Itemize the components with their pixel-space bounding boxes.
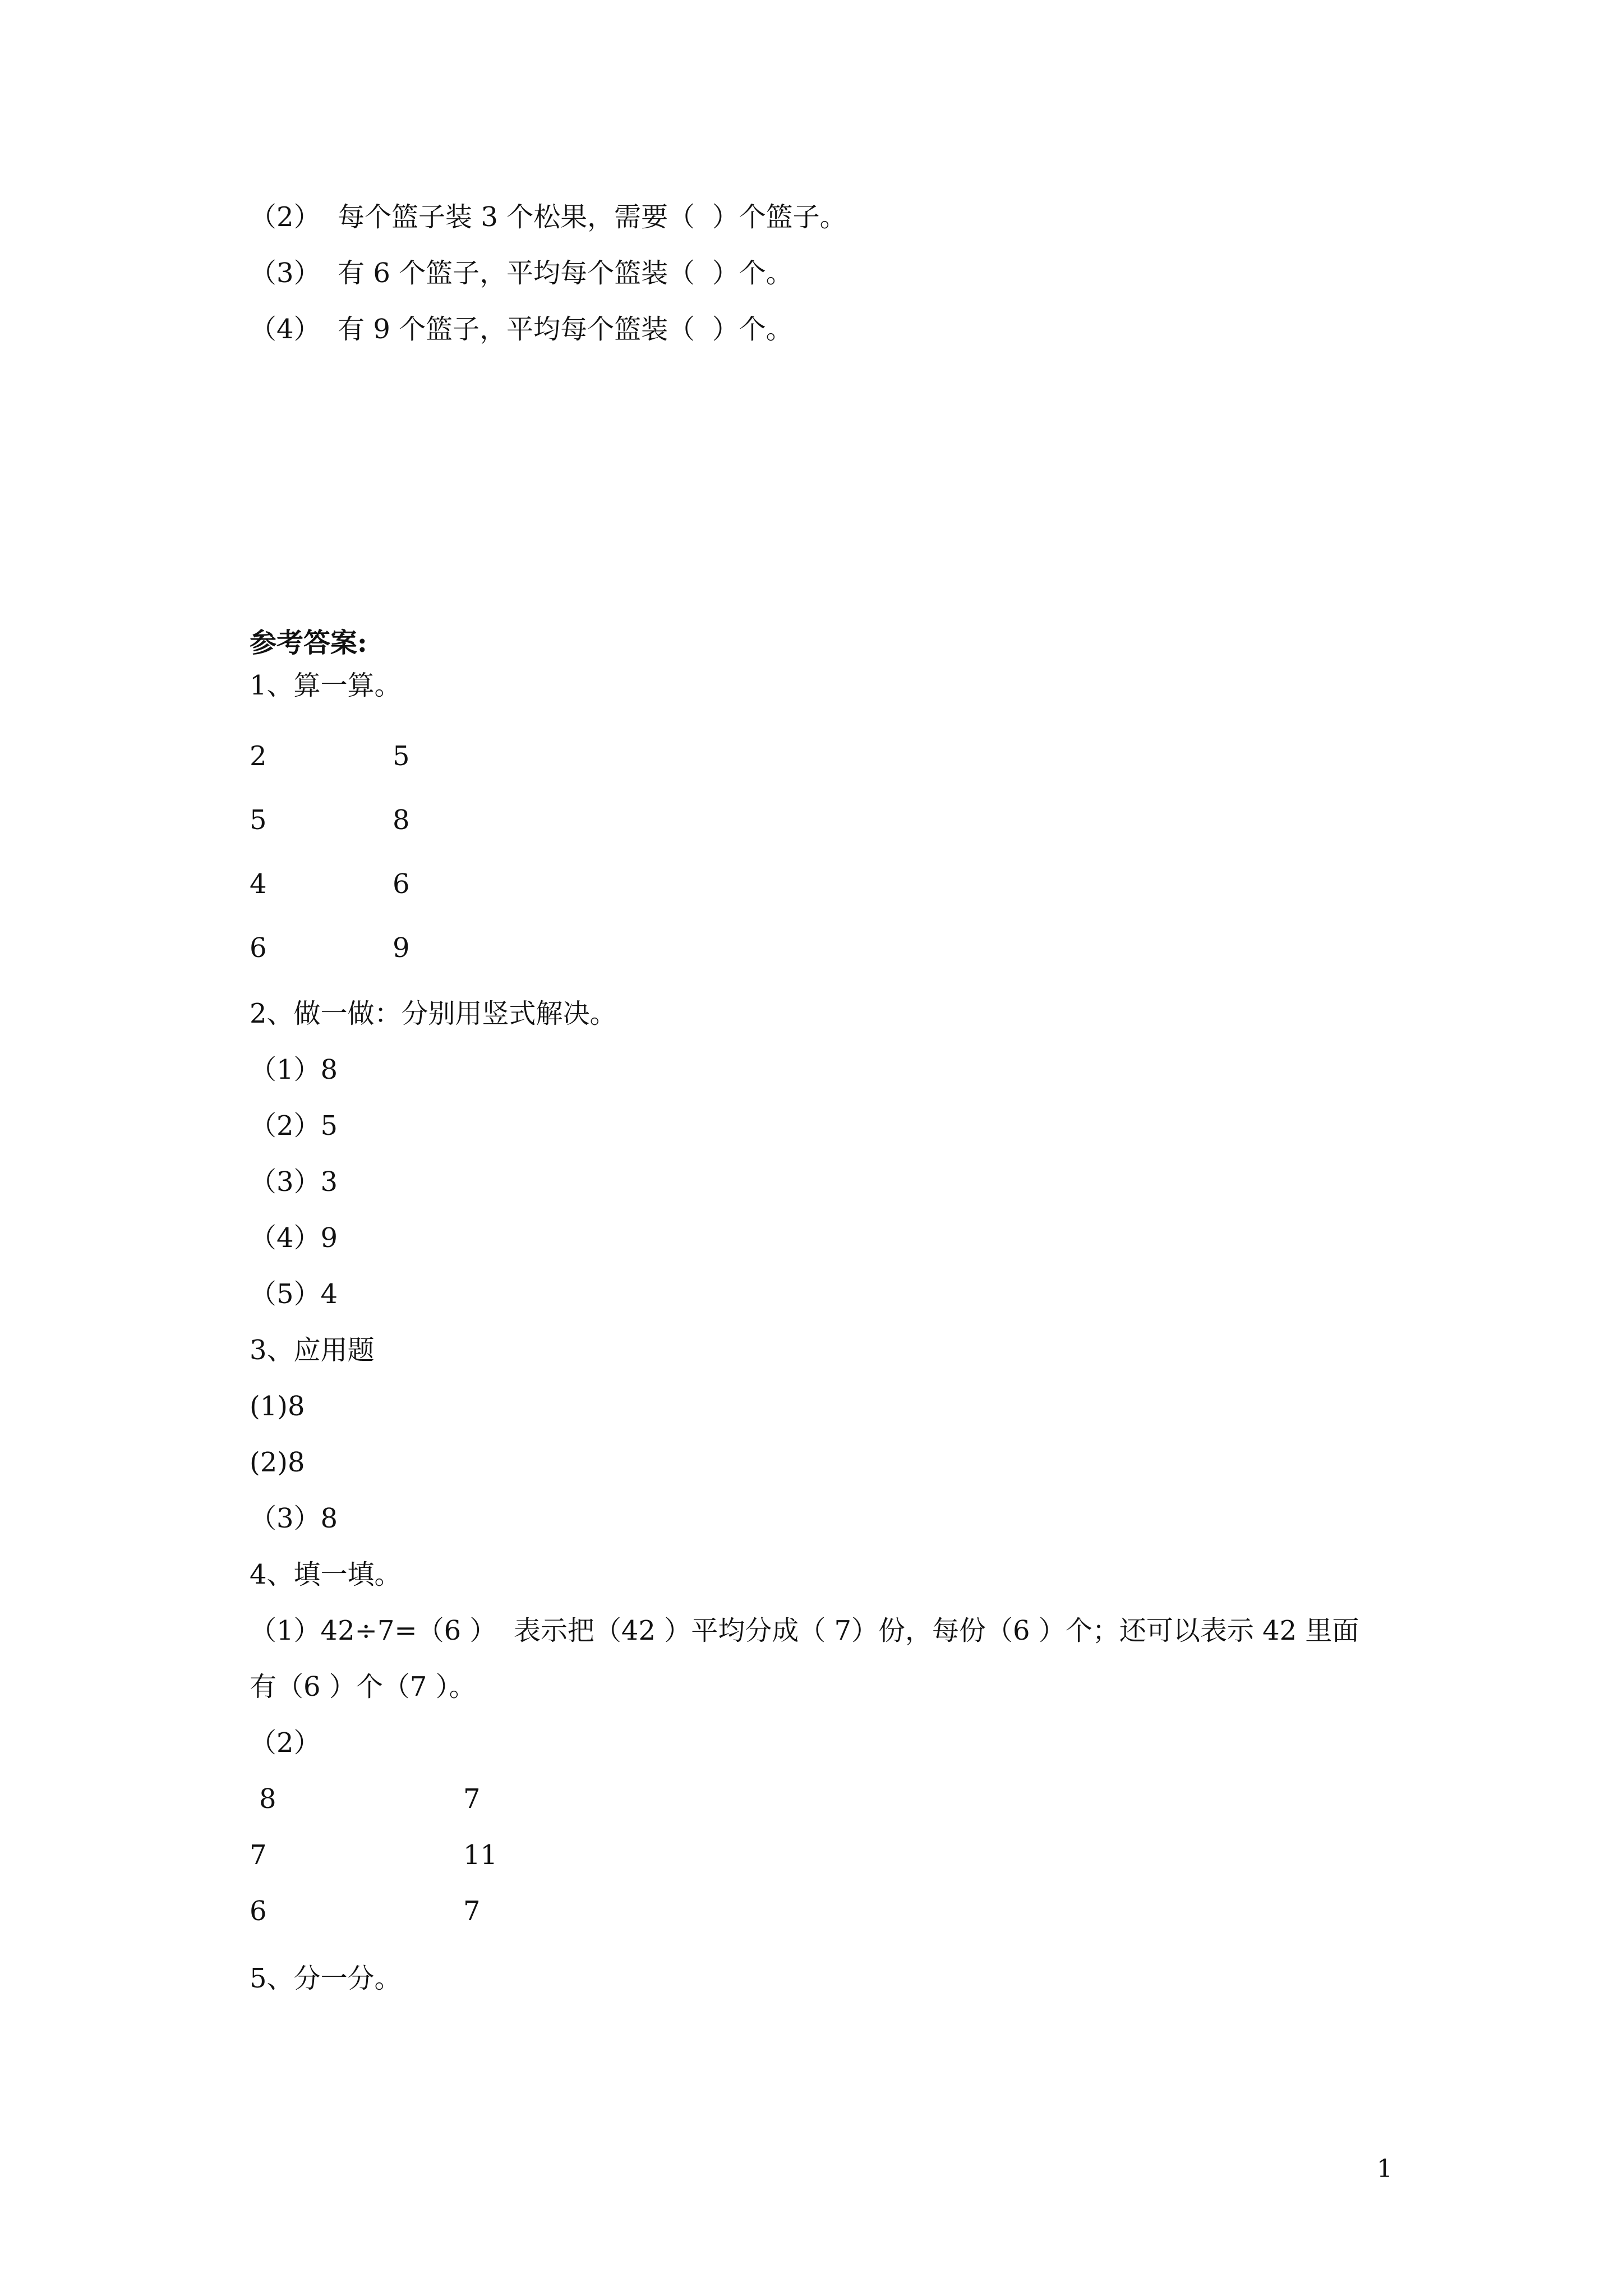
section-2-title: 2、做一做：分别用竖式解决。	[250, 998, 617, 1029]
s2-item-5: （5）4	[250, 1278, 338, 1310]
question-4: （4） 有 9 个篮子，平均每个篮装（ ）个。	[250, 314, 793, 345]
s1-row-1-col-2: 5	[393, 740, 410, 772]
s1-row-2-col-2: 8	[393, 804, 410, 836]
s4-part-1-line-2: 有（6 ）个（7 ）。	[250, 1671, 476, 1703]
section-5-title: 5、分一分。	[250, 1963, 402, 1994]
s4-row-2-col-1: 7	[250, 1839, 267, 1871]
s1-row-3-col-1: 4	[250, 868, 267, 900]
section-3-title: 3、应用题	[250, 1335, 375, 1366]
s1-row-1-col-1: 2	[250, 740, 267, 772]
section-1-title: 1、算一算。	[250, 670, 402, 701]
question-2: （2） 每个篮子装 3 个松果，需要（ ）个篮子。	[250, 201, 847, 233]
s4-row-2-col-2: 11	[463, 1839, 498, 1871]
s1-row-2-col-1: 5	[250, 804, 267, 836]
s1-row-3-col-2: 6	[393, 868, 410, 900]
s3-item-3: （3）8	[250, 1503, 338, 1534]
s3-item-1: (1)8	[250, 1391, 305, 1422]
page-number: 1	[1377, 2155, 1393, 2183]
question-3: （3） 有 6 个篮子，平均每个篮装（ ）个。	[250, 257, 793, 289]
s2-item-4: （4）9	[250, 1222, 338, 1254]
answers-heading: 参考答案:	[250, 627, 367, 659]
s1-row-4-col-1: 6	[250, 932, 267, 964]
s4-part-2-label: （2）	[250, 1727, 321, 1759]
s4-row-3-col-1: 6	[250, 1895, 267, 1927]
s1-row-4-col-2: 9	[393, 932, 410, 964]
s4-row-1-col-2: 7	[463, 1783, 481, 1815]
s3-item-2: (2)8	[250, 1447, 305, 1478]
s4-row-3-col-2: 7	[463, 1895, 481, 1927]
s4-row-1-col-1: 8	[259, 1783, 276, 1815]
s2-item-3: （3）3	[250, 1166, 338, 1198]
s2-item-2: （2）5	[250, 1110, 338, 1142]
section-4-title: 4、填一填。	[250, 1559, 402, 1590]
s2-item-1: （1）8	[250, 1054, 338, 1085]
s4-part-1-line-1: （1）42÷7=（6 ） 表示把（42 ）平均分成（ 7）份，每份（6 ）个；还可以表示 42 里面	[250, 1615, 1359, 1646]
